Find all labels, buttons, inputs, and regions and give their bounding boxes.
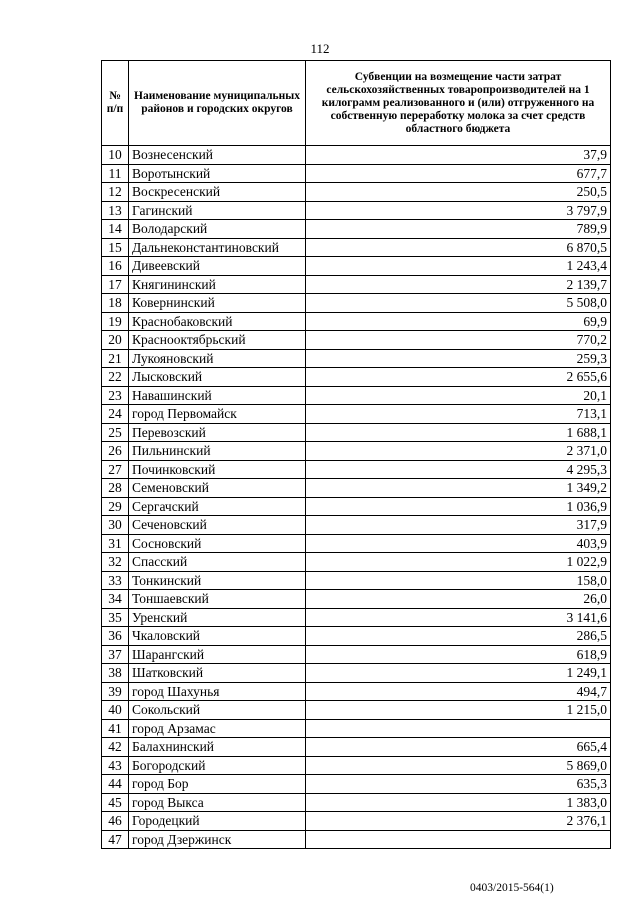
table-row xyxy=(102,275,611,294)
row-number: 20 xyxy=(102,331,129,350)
subsidy-table xyxy=(101,60,611,849)
row-name: Володарский xyxy=(129,220,306,239)
row-name: город Выкса xyxy=(129,793,306,812)
table-row xyxy=(102,719,611,738)
row-number: 34 xyxy=(102,590,129,609)
table-row xyxy=(102,368,611,387)
row-number: 12 xyxy=(102,183,129,202)
row-number: 46 xyxy=(102,812,129,831)
page-number: 112 xyxy=(310,41,330,56)
row-name: город Бор xyxy=(129,775,306,794)
row-number: 35 xyxy=(102,608,129,627)
table-row xyxy=(102,146,611,165)
table-row xyxy=(102,775,611,794)
table-row xyxy=(102,534,611,553)
row-value: 1 215,0 xyxy=(306,701,611,720)
row-number: 37 xyxy=(102,645,129,664)
row-value: 1 383,0 xyxy=(306,793,611,812)
row-value: 1 349,2 xyxy=(306,479,611,498)
table-row xyxy=(102,497,611,516)
table-row xyxy=(102,405,611,424)
table-row xyxy=(102,312,611,331)
row-name: Дальнеконстантиновский xyxy=(129,238,306,257)
row-number: 38 xyxy=(102,664,129,683)
row-value: 3 797,9 xyxy=(306,201,611,220)
row-value: 713,1 xyxy=(306,405,611,424)
row-name: Краснобаковский xyxy=(129,312,306,331)
table-row xyxy=(102,331,611,350)
row-name: Воротынский xyxy=(129,164,306,183)
row-name: Городецкий xyxy=(129,812,306,831)
row-number: 17 xyxy=(102,275,129,294)
row-name: город Арзамас xyxy=(129,719,306,738)
row-number: 31 xyxy=(102,534,129,553)
row-value: 2 655,6 xyxy=(306,368,611,387)
table-row xyxy=(102,479,611,498)
row-value: 286,5 xyxy=(306,627,611,646)
table-row xyxy=(102,220,611,239)
row-name: Чкаловский xyxy=(129,627,306,646)
row-value: 259,3 xyxy=(306,349,611,368)
row-value: 5 869,0 xyxy=(306,756,611,775)
row-number: 19 xyxy=(102,312,129,331)
table-row xyxy=(102,830,611,849)
row-number: 30 xyxy=(102,516,129,535)
row-value: 1 243,4 xyxy=(306,257,611,276)
table-row xyxy=(102,608,611,627)
table-row xyxy=(102,423,611,442)
table-row xyxy=(102,294,611,313)
row-name: Ковернинский xyxy=(129,294,306,313)
row-value: 2 376,1 xyxy=(306,812,611,831)
row-number: 23 xyxy=(102,386,129,405)
table-row xyxy=(102,664,611,683)
row-number: 22 xyxy=(102,368,129,387)
row-name: Гагинский xyxy=(129,201,306,220)
table-row xyxy=(102,442,611,461)
row-value: 1 022,9 xyxy=(306,553,611,572)
row-name: Сосновский xyxy=(129,534,306,553)
table-body xyxy=(102,146,611,849)
row-value: 250,5 xyxy=(306,183,611,202)
row-number: 44 xyxy=(102,775,129,794)
row-number: 42 xyxy=(102,738,129,757)
row-name: Шарангский xyxy=(129,645,306,664)
row-value: 494,7 xyxy=(306,682,611,701)
row-name: Княгининский xyxy=(129,275,306,294)
row-value: 6 870,5 xyxy=(306,238,611,257)
row-number: 26 xyxy=(102,442,129,461)
row-value: 635,3 xyxy=(306,775,611,794)
row-number: 28 xyxy=(102,479,129,498)
row-value: 665,4 xyxy=(306,738,611,757)
row-number: 36 xyxy=(102,627,129,646)
row-name: Сергачский xyxy=(129,497,306,516)
row-value: 3 141,6 xyxy=(306,608,611,627)
row-value: 37,9 xyxy=(306,146,611,165)
row-value: 20,1 xyxy=(306,386,611,405)
table-row xyxy=(102,349,611,368)
row-name: Богородский xyxy=(129,756,306,775)
row-value: 2 371,0 xyxy=(306,442,611,461)
row-number: 47 xyxy=(102,830,129,849)
row-name: Дивеевский xyxy=(129,257,306,276)
row-name: Сеченовский xyxy=(129,516,306,535)
row-name: Балахнинский xyxy=(129,738,306,757)
row-name: Краснооктябрьский xyxy=(129,331,306,350)
row-number: 24 xyxy=(102,405,129,424)
table-row xyxy=(102,201,611,220)
row-value xyxy=(306,719,611,738)
row-number: 27 xyxy=(102,460,129,479)
table-header-row xyxy=(102,61,611,146)
row-value xyxy=(306,830,611,849)
table-row xyxy=(102,812,611,831)
row-number: 40 xyxy=(102,701,129,720)
table-row xyxy=(102,238,611,257)
row-name: Вознесенский xyxy=(129,146,306,165)
row-value: 4 295,3 xyxy=(306,460,611,479)
document-number: 0403/2015-564(1) xyxy=(470,882,554,894)
table-row xyxy=(102,571,611,590)
row-value: 158,0 xyxy=(306,571,611,590)
row-name: Лысковский xyxy=(129,368,306,387)
row-value: 1 249,1 xyxy=(306,664,611,683)
header-name: Наименование муниципальных районов и городских округов xyxy=(129,61,306,146)
row-number: 39 xyxy=(102,682,129,701)
row-number: 32 xyxy=(102,553,129,572)
row-value: 317,9 xyxy=(306,516,611,535)
table-row xyxy=(102,257,611,276)
table-row xyxy=(102,386,611,405)
table-row xyxy=(102,645,611,664)
table-row xyxy=(102,701,611,720)
row-name: Починковский xyxy=(129,460,306,479)
row-value: 1 688,1 xyxy=(306,423,611,442)
row-value: 5 508,0 xyxy=(306,294,611,313)
row-number: 21 xyxy=(102,349,129,368)
row-number: 16 xyxy=(102,257,129,276)
row-name: Воскресенский xyxy=(129,183,306,202)
row-number: 11 xyxy=(102,164,129,183)
row-name: Сокольский xyxy=(129,701,306,720)
table-row xyxy=(102,164,611,183)
row-name: город Дзержинск xyxy=(129,830,306,849)
row-value: 789,9 xyxy=(306,220,611,239)
table-row xyxy=(102,516,611,535)
row-value: 618,9 xyxy=(306,645,611,664)
row-name: Спасский xyxy=(129,553,306,572)
table-row xyxy=(102,553,611,572)
row-value: 677,7 xyxy=(306,164,611,183)
row-value: 2 139,7 xyxy=(306,275,611,294)
row-number: 33 xyxy=(102,571,129,590)
row-value: 403,9 xyxy=(306,534,611,553)
row-value: 1 036,9 xyxy=(306,497,611,516)
row-number: 45 xyxy=(102,793,129,812)
table-row xyxy=(102,183,611,202)
table-row xyxy=(102,627,611,646)
row-number: 18 xyxy=(102,294,129,313)
table-row xyxy=(102,460,611,479)
row-name: Пильнинский xyxy=(129,442,306,461)
header-value: Субвенции на возмещение части затрат сельскохозяйственных товаропроизводителей на 1 килограмм реализованного и (или) отгруженного на собственную переработку молока за счет средств областного бюджета xyxy=(306,61,611,146)
table-row xyxy=(102,682,611,701)
row-name: Тоншаевский xyxy=(129,590,306,609)
row-number: 13 xyxy=(102,201,129,220)
table-row xyxy=(102,793,611,812)
header-number: № п/п xyxy=(102,61,129,146)
row-value: 69,9 xyxy=(306,312,611,331)
row-number: 41 xyxy=(102,719,129,738)
row-value: 770,2 xyxy=(306,331,611,350)
table-row xyxy=(102,738,611,757)
row-value: 26,0 xyxy=(306,590,611,609)
row-name: Лукояновский xyxy=(129,349,306,368)
row-number: 43 xyxy=(102,756,129,775)
row-name: Навашинский xyxy=(129,386,306,405)
row-number: 25 xyxy=(102,423,129,442)
row-name: Шатковский xyxy=(129,664,306,683)
row-name: Тонкинский xyxy=(129,571,306,590)
row-number: 14 xyxy=(102,220,129,239)
table-row xyxy=(102,756,611,775)
row-number: 15 xyxy=(102,238,129,257)
row-name: город Шахунья xyxy=(129,682,306,701)
row-number: 29 xyxy=(102,497,129,516)
table-row xyxy=(102,590,611,609)
row-name: Перевозский xyxy=(129,423,306,442)
row-name: Уренский xyxy=(129,608,306,627)
row-name: Семеновский xyxy=(129,479,306,498)
row-number: 10 xyxy=(102,146,129,165)
row-name: город Первомайск xyxy=(129,405,306,424)
